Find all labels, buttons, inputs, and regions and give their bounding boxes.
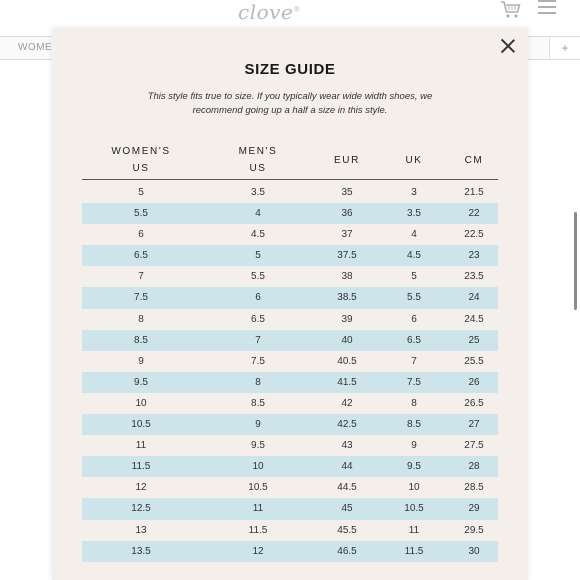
cell-womens-us: 12 [135, 482, 147, 494]
cell-mens-us: 7.5 [251, 355, 265, 367]
cell-womens-us: 5 [138, 187, 144, 198]
cell-eur: 37.5 [337, 250, 357, 262]
cell-womens-us: 13 [135, 524, 147, 536]
table-header [82, 142, 498, 180]
header-womens-us-line2: US [132, 163, 150, 174]
table-row [82, 203, 498, 224]
cell-mens-us: 3.5 [251, 187, 265, 198]
cell-mens-us: 7 [255, 334, 261, 346]
cell-womens-us: 5.5 [134, 208, 148, 220]
cell-eur: 37 [341, 229, 353, 241]
site-header [0, 0, 580, 28]
background-plus-button[interactable]: + [549, 37, 580, 59]
cell-eur: 44 [341, 461, 353, 473]
cell-womens-us: 10.5 [131, 419, 151, 431]
table-row [82, 414, 498, 435]
cell-cm: 28.5 [464, 482, 484, 494]
brand-logo[interactable] [238, 0, 301, 24]
cell-mens-us: 10.5 [248, 482, 268, 494]
cell-cm: 22 [468, 208, 480, 220]
header-cm: CM [464, 155, 484, 166]
cell-mens-us: 8 [255, 376, 261, 388]
close-icon[interactable] [500, 38, 516, 54]
table-row [82, 182, 498, 203]
cell-cm: 24 [468, 292, 480, 304]
cell-womens-us: 9.5 [134, 376, 148, 388]
modal-description: This style fits true to size. If you typically wear wide width shoes, we recommend going up a half a size in this style. [147, 91, 433, 116]
cell-mens-us: 5.5 [251, 271, 265, 283]
cell-eur: 38 [341, 271, 353, 283]
cell-womens-us: 7.5 [134, 292, 148, 304]
cell-womens-us: 8.5 [134, 334, 148, 346]
cell-eur: 45.5 [337, 524, 357, 536]
cell-mens-us: 5 [255, 250, 261, 262]
cell-eur: 44.5 [337, 482, 357, 494]
cell-womens-us: 10 [135, 397, 147, 409]
size-table [82, 142, 498, 562]
size-guide-modal [52, 28, 528, 580]
cell-mens-us: 6.5 [251, 313, 265, 325]
table-row [82, 393, 498, 414]
cell-uk: 11.5 [404, 545, 424, 557]
table-row [82, 245, 498, 266]
cell-womens-us: 6 [138, 229, 144, 241]
table-row [82, 330, 498, 351]
cell-mens-us: 8.5 [251, 397, 265, 409]
table-row [82, 224, 498, 245]
cell-cm: 25.5 [464, 355, 484, 367]
modal-title: SIZE GUIDE [244, 61, 336, 78]
cell-uk: 7 [411, 355, 417, 367]
cell-eur: 40 [341, 334, 353, 346]
cell-cm: 21.5 [464, 187, 484, 198]
header-mens-us [218, 143, 298, 177]
table-row [82, 287, 498, 308]
header-uk: UK [405, 155, 423, 166]
table-row [82, 309, 498, 330]
cell-womens-us: 6.5 [134, 250, 148, 262]
cell-uk: 6.5 [407, 334, 421, 346]
cell-eur: 35 [341, 187, 353, 198]
header-mens-us-line2: US [249, 163, 267, 174]
cell-mens-us: 11 [252, 503, 264, 515]
cell-cm: 30 [468, 545, 480, 557]
cell-eur: 36 [341, 208, 353, 220]
table-row [82, 351, 498, 372]
cell-eur: 45 [341, 503, 353, 515]
cell-womens-us: 12.5 [131, 503, 151, 515]
cell-mens-us: 12 [252, 545, 264, 557]
menu-icon[interactable] [538, 0, 556, 16]
table-row [82, 266, 498, 287]
cell-uk: 4.5 [407, 250, 421, 262]
table-row [82, 456, 498, 477]
table-row [82, 477, 498, 498]
cart-icon[interactable] [500, 0, 522, 20]
header-womens-us [96, 143, 186, 177]
table-body [82, 182, 498, 562]
cell-uk: 5.5 [407, 292, 421, 304]
cell-womens-us: 9 [138, 355, 144, 367]
cell-eur: 42.5 [337, 419, 357, 431]
cell-cm: 22.5 [464, 229, 484, 241]
cell-mens-us: 9 [255, 419, 261, 431]
table-row [82, 498, 498, 519]
cell-womens-us: 7 [138, 271, 144, 283]
cell-cm: 28 [468, 461, 480, 473]
cell-mens-us: 4.5 [251, 229, 265, 241]
background-tab-label[interactable]: WOME [18, 42, 53, 53]
cell-uk: 11 [408, 524, 420, 536]
header-eur: EUR [334, 155, 360, 166]
cell-uk: 5 [411, 271, 417, 283]
table-row [82, 520, 498, 541]
cell-cm: 27 [468, 419, 480, 431]
cell-uk: 8 [411, 397, 417, 409]
cell-cm: 26 [468, 376, 480, 388]
cell-womens-us: 11.5 [131, 461, 151, 473]
cell-mens-us: 9.5 [251, 440, 265, 452]
page-scrollbar[interactable] [574, 212, 577, 310]
cell-eur: 46.5 [337, 545, 357, 557]
table-row [82, 541, 498, 562]
cell-cm: 23.5 [464, 271, 484, 283]
logo-text: clove [238, 0, 294, 24]
cell-cm: 23 [468, 250, 480, 262]
cell-eur: 43 [341, 440, 353, 452]
cell-eur: 40.5 [337, 355, 357, 367]
cell-cm: 29 [468, 503, 480, 515]
cell-uk: 7.5 [407, 376, 421, 388]
cell-uk: 9 [411, 440, 417, 452]
header-mens-us-line1: MEN'S [238, 146, 278, 157]
cell-womens-us: 8 [138, 313, 144, 325]
cell-uk: 3.5 [407, 208, 421, 220]
cell-eur: 38.5 [337, 292, 357, 304]
cell-uk: 8.5 [407, 419, 421, 431]
cell-womens-us: 11 [135, 440, 147, 452]
cell-uk: 4 [411, 229, 417, 241]
logo-trademark: ® [293, 5, 301, 14]
cell-uk: 9.5 [407, 461, 421, 473]
cell-womens-us: 13.5 [131, 545, 151, 557]
cell-mens-us: 11.5 [248, 524, 268, 536]
cell-uk: 10 [408, 482, 420, 494]
header-womens-us-line1: WOMEN'S [111, 146, 171, 157]
cell-uk: 6 [411, 313, 417, 325]
cell-cm: 25 [468, 334, 480, 346]
cell-cm: 27.5 [464, 440, 484, 452]
cell-eur: 39 [341, 313, 353, 325]
cell-mens-us: 4 [255, 208, 261, 220]
cell-mens-us: 10 [252, 461, 264, 473]
cell-cm: 29.5 [464, 524, 484, 536]
cell-mens-us: 6 [255, 292, 261, 304]
table-row [82, 435, 498, 456]
cell-cm: 24.5 [464, 313, 484, 325]
cell-uk: 10.5 [404, 503, 424, 515]
table-row [82, 372, 498, 393]
cell-eur: 41.5 [337, 376, 357, 388]
cell-eur: 42 [341, 397, 353, 409]
cell-uk: 3 [411, 187, 417, 198]
cell-cm: 26.5 [464, 397, 484, 409]
